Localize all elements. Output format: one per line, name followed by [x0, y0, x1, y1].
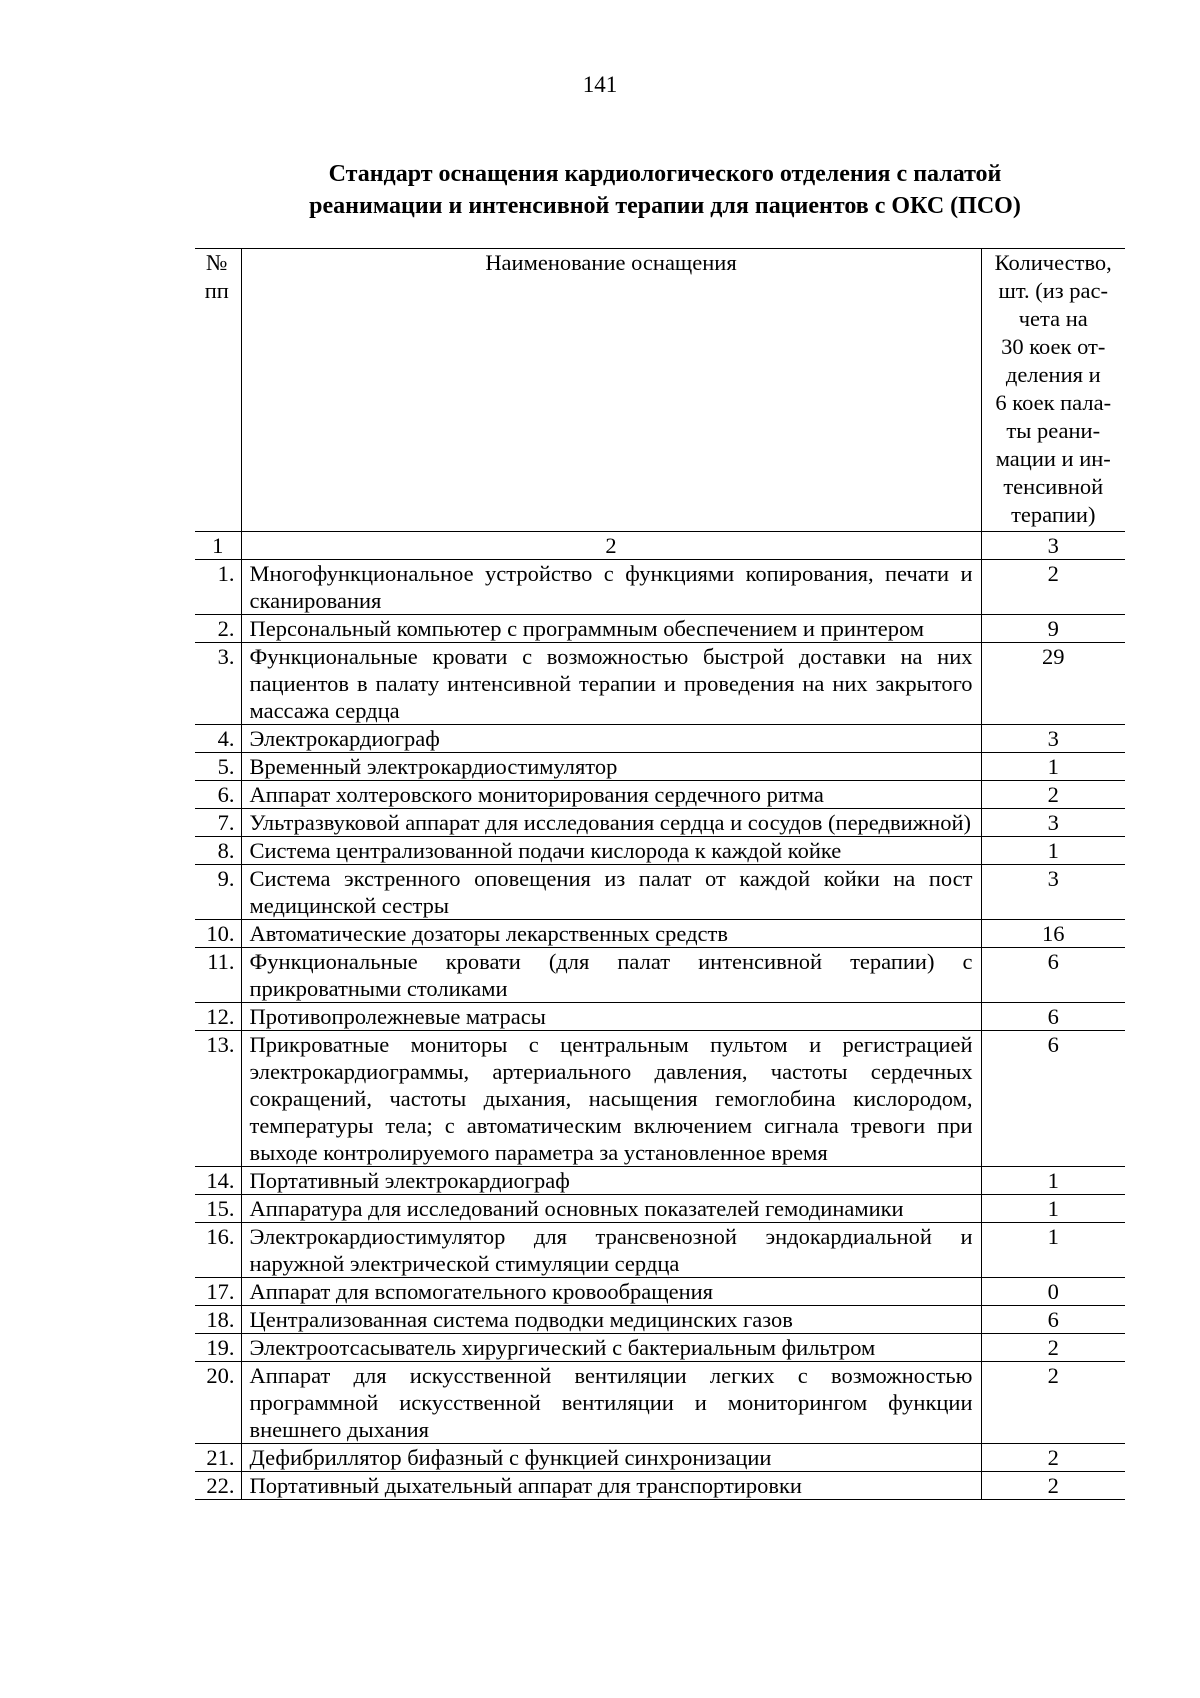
table-row [195, 837, 1125, 865]
row-name: Прикроватные мониторы с центральным пультом и регистрацией электрокардиограммы, артериального давления, частоты сердечных сокращений, частоты дыхания, насыщения гемоглобина кислородом, температуры тела; с автоматическим включением сигнала тревоги при выходе контролируемого параметра за установленное время [241, 1031, 981, 1167]
row-number: 16. [195, 1223, 241, 1278]
row-name: Централизованная система подводки медицинских газов [241, 1306, 981, 1334]
row-quantity: 1 [981, 1223, 1125, 1278]
row-quantity: 1 [981, 1167, 1125, 1195]
row-quantity: 2 [981, 1444, 1125, 1472]
header-qty-line: мации и ин- [995, 446, 1111, 471]
row-name: Аппарат холтеровского мониторирования сердечного ритма [241, 781, 981, 809]
row-quantity: 2 [981, 1472, 1125, 1500]
header-num-line-1: № [206, 250, 228, 275]
row-quantity: 6 [981, 1031, 1125, 1167]
row-name: Дефибриллятор бифазный с функцией синхронизации [241, 1444, 981, 1472]
row-name: Противопролежневые матрасы [241, 1003, 981, 1031]
row-name: Электрокардиограф [241, 725, 981, 753]
header-qty [981, 249, 1125, 532]
row-quantity: 1 [981, 753, 1125, 781]
row-number: 3. [195, 643, 241, 725]
row-number: 20. [195, 1362, 241, 1444]
table-row [195, 1362, 1125, 1444]
table-row [195, 1278, 1125, 1306]
header-num [195, 249, 241, 532]
row-name: Ультразвуковой аппарат для исследования сердца и сосудов (передвижной) [241, 809, 981, 837]
title-line-1: Стандарт оснащения кардиологического отделения с палатой [328, 161, 1002, 187]
row-name: Система экстренного оповещения из палат от каждой койки на пост медицинской сестры [241, 865, 981, 920]
row-quantity: 1 [981, 837, 1125, 865]
row-name: Персональный компьютер с программным обеспечением и принтером [241, 615, 981, 643]
row-number: 11. [195, 948, 241, 1003]
row-name: Многофункциональное устройство с функциями копирования, печати и сканирования [241, 560, 981, 615]
row-number: 19. [195, 1334, 241, 1362]
row-number: 6. [195, 781, 241, 809]
table-row [195, 1334, 1125, 1362]
header-name: Наименование оснащения [241, 249, 981, 532]
header-qty-line: ты реани- [1006, 418, 1101, 443]
title-line-2: реанимации и интенсивной терапии для пациентов с ОКС (ПСО) [309, 193, 1021, 219]
row-quantity: 6 [981, 1306, 1125, 1334]
row-number: 17. [195, 1278, 241, 1306]
row-number: 12. [195, 1003, 241, 1031]
table-row [195, 725, 1125, 753]
document-title [230, 158, 1100, 222]
row-number: 13. [195, 1031, 241, 1167]
row-quantity: 6 [981, 948, 1125, 1003]
table-header-row [195, 249, 1125, 532]
row-name: Электрокардиостимулятор для трансвенозной эндокардиальной и наружной электрической стимуляции сердца [241, 1223, 981, 1278]
table-row [195, 948, 1125, 1003]
row-name: Электроотсасыватель хирургический с бактериальным фильтром [241, 1334, 981, 1362]
row-name: Аппарат для искусственной вентиляции легких с возможностью программной искусственной вентиляции и мониторингом функции внешнего дыхания [241, 1362, 981, 1444]
header-qty-line: 30 коек от- [1001, 334, 1106, 359]
header-qty-line: Количество, [994, 250, 1112, 275]
table-row [195, 1223, 1125, 1278]
table-row [195, 1003, 1125, 1031]
table-row [195, 1195, 1125, 1223]
table-row [195, 1444, 1125, 1472]
page-number: 141 [582, 72, 618, 97]
row-name: Портативный дыхательный аппарат для транспортировки [241, 1472, 981, 1500]
row-name: Функциональные кровати с возможностью быстрой доставки на них пациентов в палату интенсивной терапии и проведения на них закрытого массажа сердца [241, 643, 981, 725]
header-qty-line: деления и [1005, 362, 1101, 387]
header-qty-line: чета на [1018, 306, 1088, 331]
row-quantity: 29 [981, 643, 1125, 725]
header-qty-line: тенсивной [1003, 474, 1104, 499]
column-number-3: 3 [981, 532, 1125, 560]
row-quantity: 3 [981, 809, 1125, 837]
row-number: 18. [195, 1306, 241, 1334]
row-quantity: 3 [981, 725, 1125, 753]
column-numbers-row [195, 532, 1125, 560]
row-number: 10. [195, 920, 241, 948]
row-name: Аппаратура для исследований основных показателей гемодинамики [241, 1195, 981, 1223]
row-number: 8. [195, 837, 241, 865]
row-quantity: 2 [981, 781, 1125, 809]
row-name: Портативный электрокардиограф [241, 1167, 981, 1195]
row-number: 21. [195, 1444, 241, 1472]
row-quantity: 1 [981, 1195, 1125, 1223]
row-name: Аппарат для вспомогательного кровообращения [241, 1278, 981, 1306]
row-number: 5. [195, 753, 241, 781]
row-number: 22. [195, 1472, 241, 1500]
table-row [195, 1167, 1125, 1195]
row-quantity: 0 [981, 1278, 1125, 1306]
header-qty-line: терапии) [1011, 502, 1096, 527]
row-number: 15. [195, 1195, 241, 1223]
table-row [195, 615, 1125, 643]
table-row [195, 809, 1125, 837]
row-quantity: 6 [981, 1003, 1125, 1031]
row-quantity: 3 [981, 865, 1125, 920]
table-row [195, 1306, 1125, 1334]
table-row [195, 753, 1125, 781]
table-row [195, 920, 1125, 948]
row-number: 4. [195, 725, 241, 753]
table-row [195, 1031, 1125, 1167]
row-quantity: 9 [981, 615, 1125, 643]
row-number: 7. [195, 809, 241, 837]
table-row [195, 1472, 1125, 1500]
row-quantity: 2 [981, 1334, 1125, 1362]
column-number-1: 1 [195, 532, 241, 560]
header-qty-line: 6 коек пала- [995, 390, 1112, 415]
header-num-line-2: пп [204, 278, 229, 303]
row-number: 2. [195, 615, 241, 643]
row-name: Автоматические дозаторы лекарственных средств [241, 920, 981, 948]
column-number-2: 2 [241, 532, 981, 560]
row-name: Система централизованной подачи кислорода к каждой койке [241, 837, 981, 865]
header-qty-line: шт. (из рас- [998, 278, 1108, 303]
table-row [195, 865, 1125, 920]
table-row [195, 643, 1125, 725]
table-row [195, 781, 1125, 809]
equipment-table [195, 248, 1125, 1500]
row-name: Функциональные кровати (для палат интенсивной терапии) с прикроватными столиками [241, 948, 981, 1003]
row-number: 1. [195, 560, 241, 615]
equipment-table-container [195, 248, 1125, 1500]
row-name: Временный электрокардиостимулятор [241, 753, 981, 781]
row-quantity: 2 [981, 560, 1125, 615]
table-row [195, 560, 1125, 615]
row-number: 14. [195, 1167, 241, 1195]
row-quantity: 16 [981, 920, 1125, 948]
row-number: 9. [195, 865, 241, 920]
row-quantity: 2 [981, 1362, 1125, 1444]
